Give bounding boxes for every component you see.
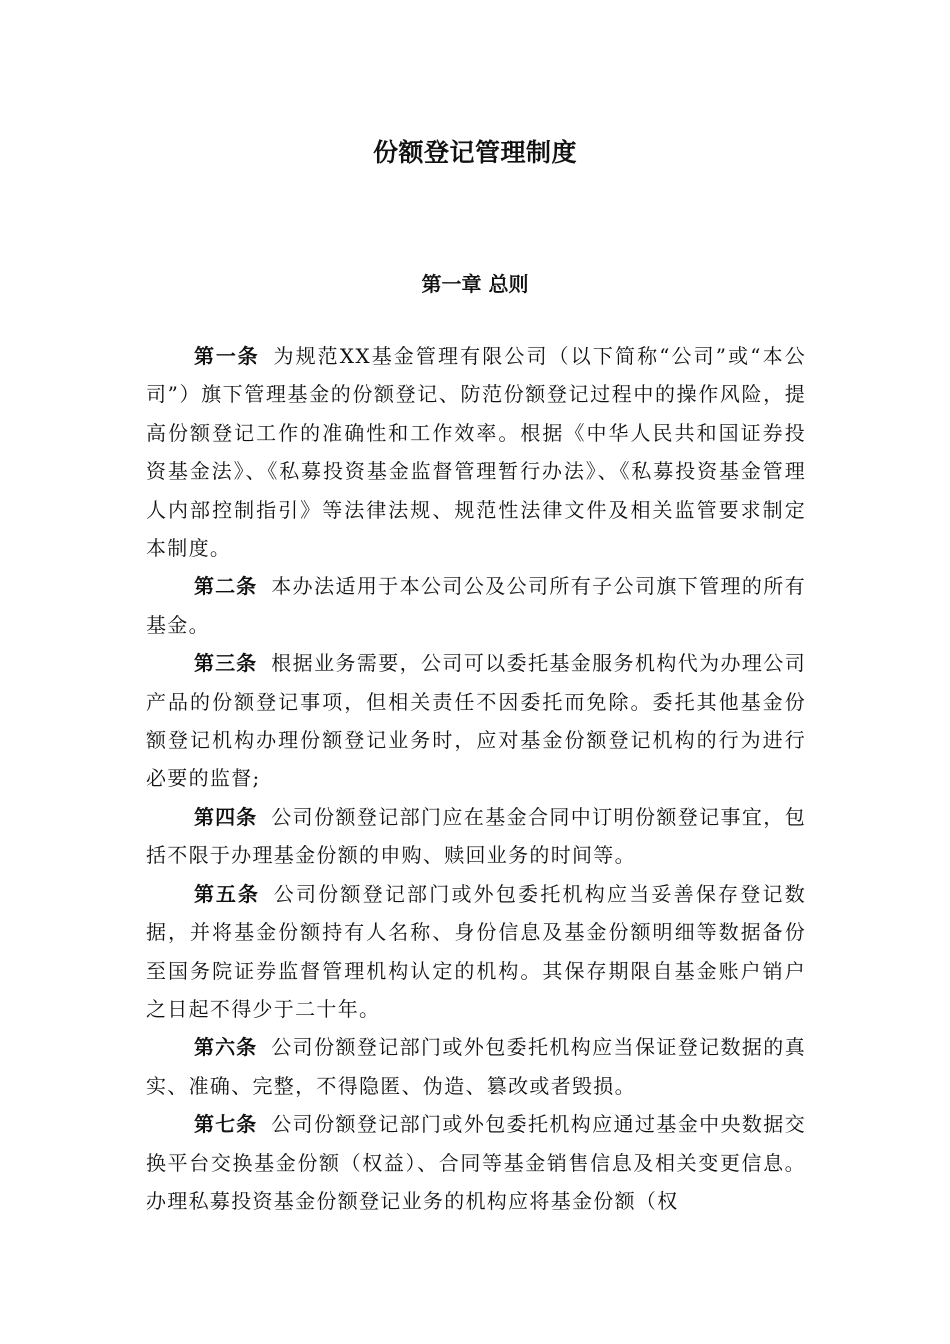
article-3 [146,644,806,798]
article-2 [146,567,806,644]
article-label: 第一条 [194,344,260,368]
chapter-heading: 第一章 总则 [421,272,529,296]
article-text: 本办法适用于本公司公及公司所有子公司旗下管理的所有基金。 [146,574,807,637]
article-label: 第五条 [194,881,260,906]
article-1 [146,337,806,567]
article-label: 第六条 [194,1035,258,1060]
document-body [146,337,806,1220]
document-title: 份额登记管理制度 [372,138,577,167]
article-label: 第三条 [194,651,258,676]
article-label: 第四条 [194,804,258,829]
article-4 [146,798,806,875]
article-label: 第七条 [194,1112,258,1137]
article-text: 公司份额登记部门或外包委托机构应当妥善保存登记数据，并将基金份额持有人名称、身份信息及基金份额明细等数据备份至国务院证券监督管理机构认定的机构。其保存期限自基金账户销户之日起不得少于二十年。 [146,881,807,1021]
article-text: 公司份额登记部门或外包委托机构应通过基金中央数据交换平台交换基金份额（权益）、合同等基金销售信息及相关变更信息。办理私募投资基金份额登记业务的机构应将基金份额（权 [146,1112,807,1213]
article-text: 根据业务需要，公司可以委托基金服务机构代为办理公司产品的份额登记事项，但相关责任不因委托而免除。委托其他基金份额登记机构办理份额登记业务时，应对基金份额登记机构的行为进行必要的监督; [146,651,807,791]
article-5 [146,875,806,1029]
article-6 [146,1028,806,1105]
article-7 [146,1105,806,1220]
article-label: 第二条 [194,574,258,599]
article-text: 公司份额登记部门或外包委托机构应当保证登记数据的真实、准确、完整，不得隐匿、伪造、篡改或者毁损。 [146,1035,807,1098]
article-text: 公司份额登记部门应在基金合同中订明份额登记事宜，包括不限于办理基金份额的申购、赎回业务的时间等。 [146,804,807,868]
article-text: 为规范XX基金管理有限公司（以下简称“公司”或“本公司”）旗下管理基金的份额登记、防范份额登记过程中的操作风险，提高份额登记工作的准确性和工作效率。根据《中华人民共和国证券投资基金法》、《私募投资基金监督管理暂行办法》、《私募投资基金管理人内部控制指引》等法律法规、规范性法律文件及相关监管要求制定本制度。 [146,344,807,561]
